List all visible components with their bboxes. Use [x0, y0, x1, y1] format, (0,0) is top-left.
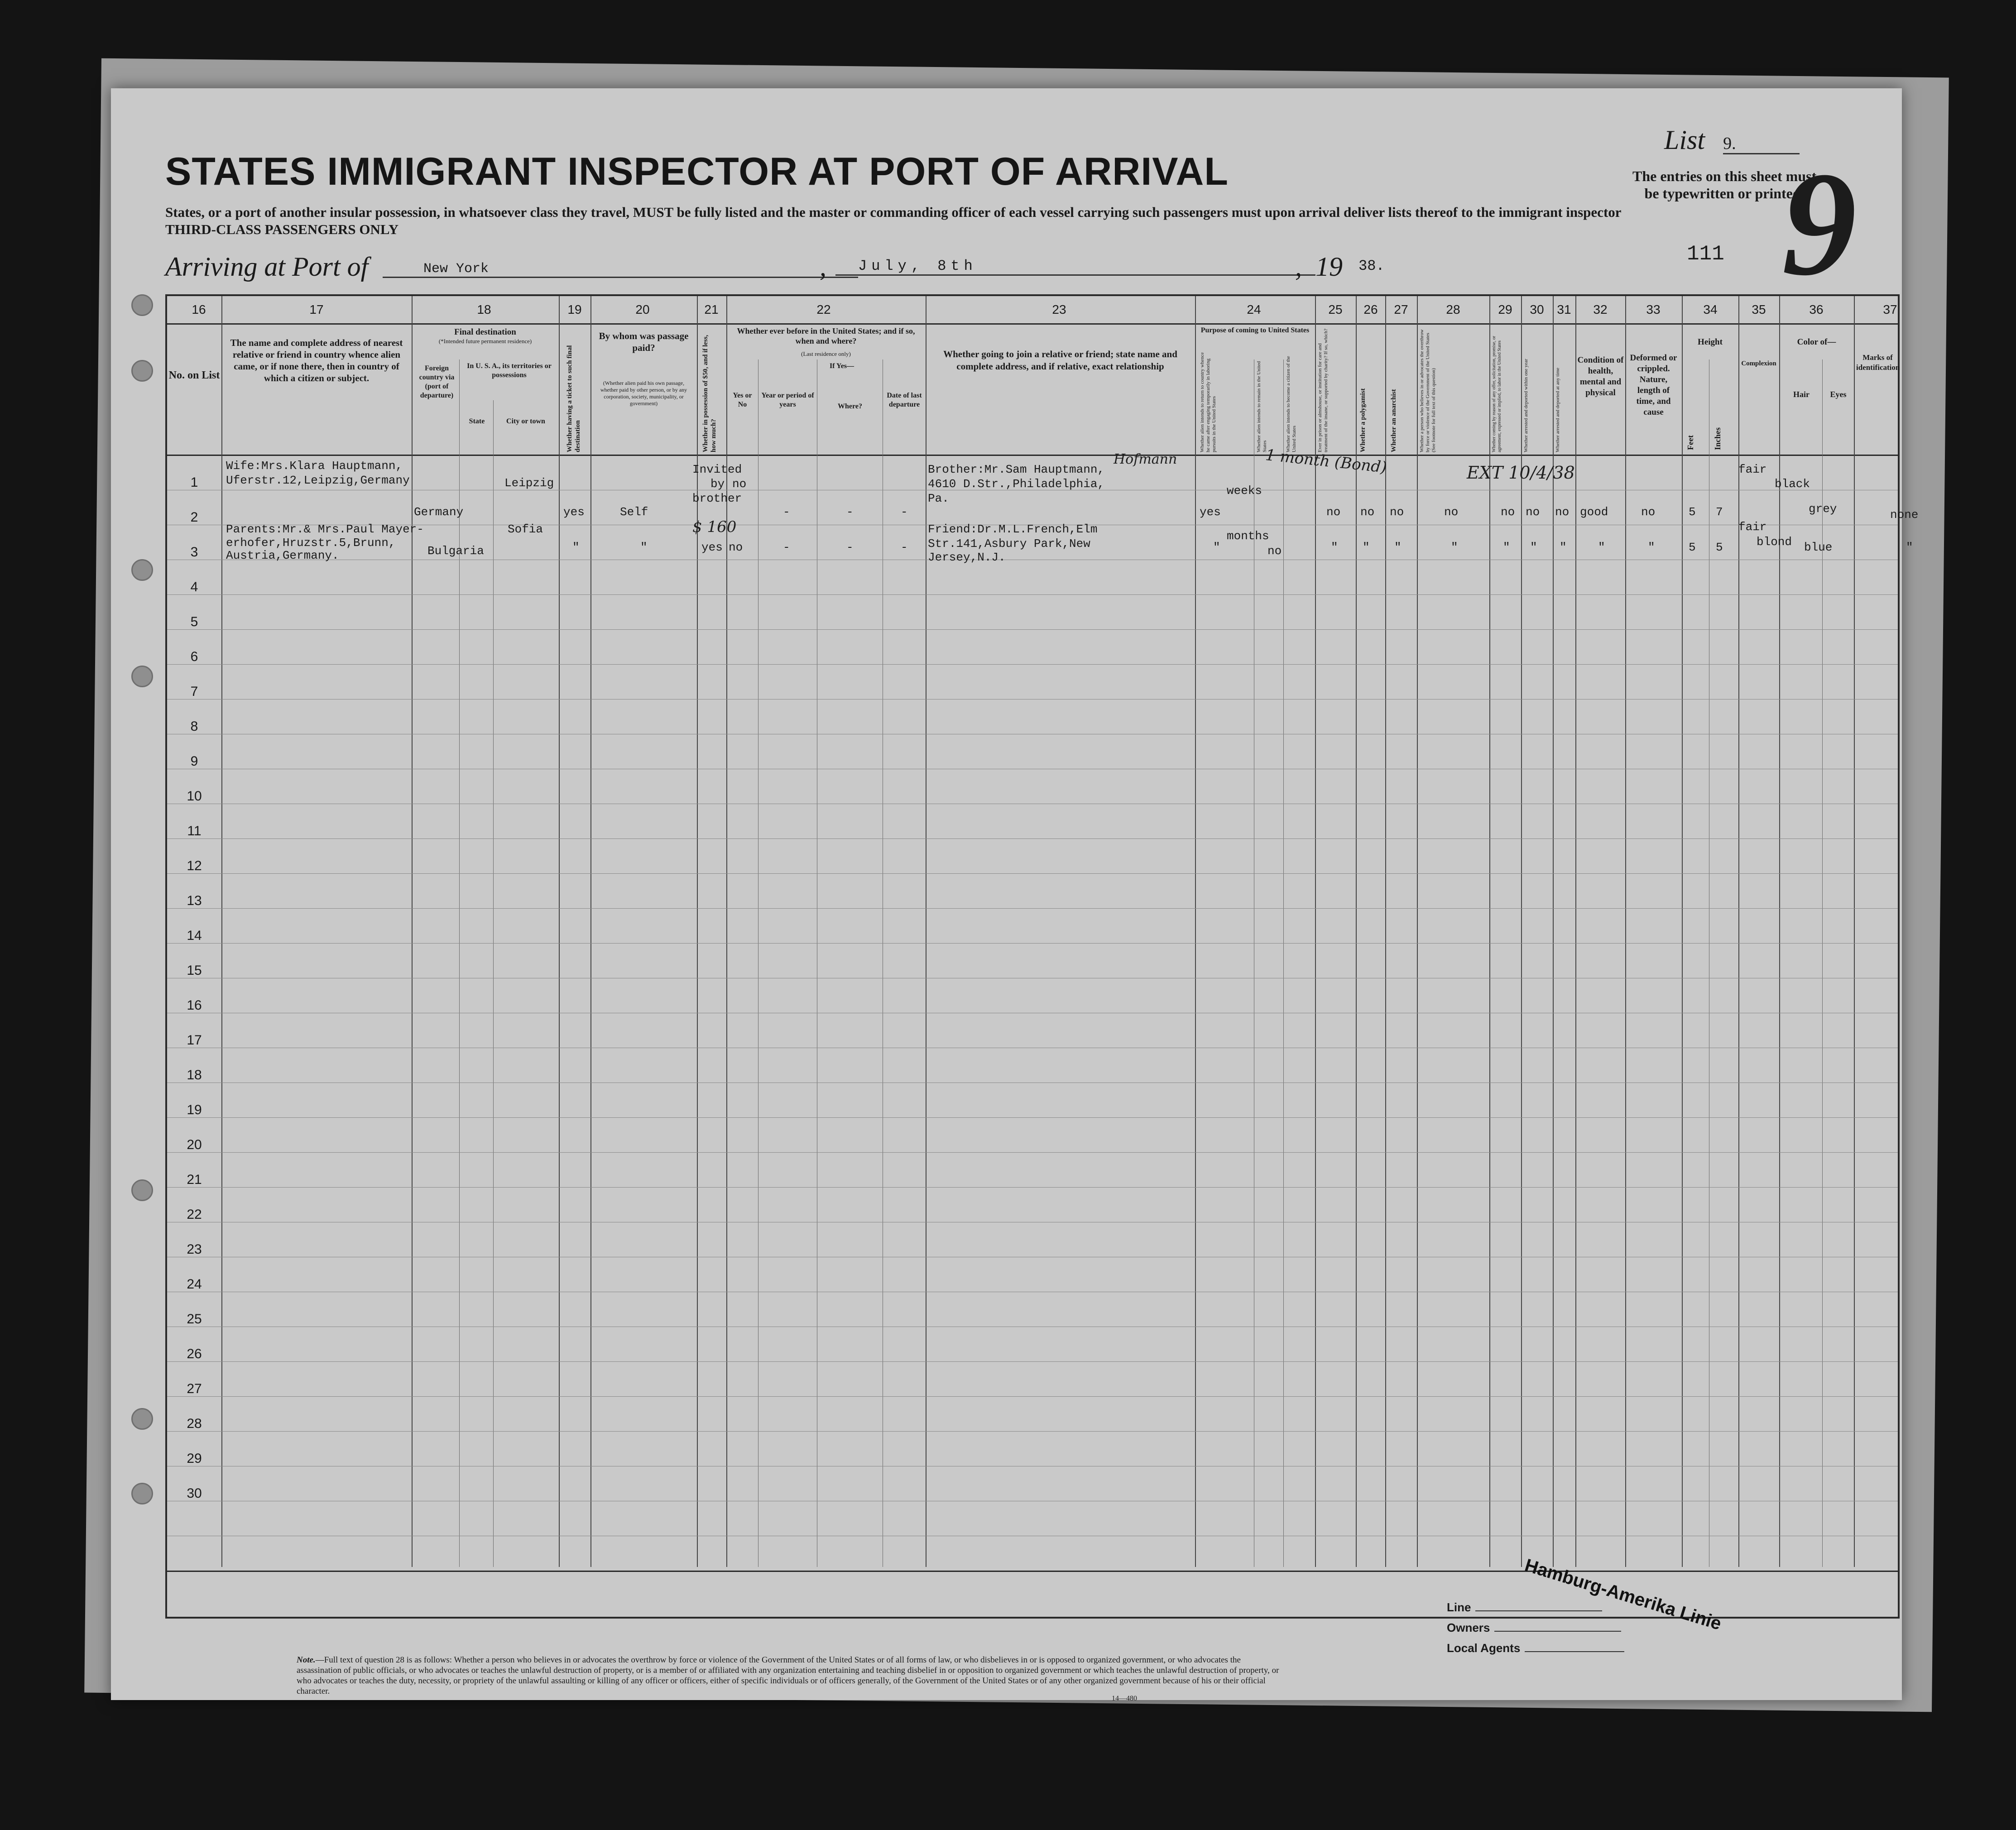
entry2-join-line2: Str.141,Asbury Park,New [928, 537, 1090, 551]
entry2-anarchist: " [1394, 541, 1402, 554]
column-number: 30 [1530, 302, 1544, 316]
row-number: 3 [190, 545, 198, 560]
header-ticket: Whether having a ticket to such final destination [566, 345, 581, 452]
entry1-relative-line2: Uferstr.12,Leipzig,Germany [226, 474, 410, 487]
header-nearest-relative: The name and complete address of nearest relative or friend in country whence alien came, or if none there, then in country of which a citizen or subject. [230, 337, 403, 383]
manifest-table [165, 294, 1919, 1619]
separator: , [1295, 252, 1302, 282]
entry2-money: yes [701, 541, 723, 554]
row-number: 1 [190, 475, 198, 490]
separator: , [820, 252, 826, 282]
entry2-purpose-no: no [1267, 544, 1282, 558]
subtitle-line-2: THIRD-CLASS PASSENGERS ONLY [165, 221, 399, 237]
entry1-date-dash: - [901, 505, 908, 519]
page-title: STATES IMMIGRANT INSPECTOR AT PORT OF ARRIVAL [165, 150, 1229, 193]
column-rule [1356, 296, 1357, 1567]
entry2-purpose-ditto: " [1213, 541, 1220, 554]
entry1-complexion: fair [1738, 463, 1767, 476]
row-number: 27 [187, 1381, 202, 1396]
row-number: 17 [187, 1033, 202, 1048]
row-rule [167, 1396, 1898, 1397]
entry2-join-line1: Friend:Dr.M.L.French,Elm [928, 522, 1098, 536]
entry2-where-dash: - [846, 541, 854, 554]
column-number: 33 [1646, 302, 1661, 316]
entry2-relative-line2: erhofer,Hruzstr.5,Brunn, [226, 536, 396, 550]
line-label: Line [1447, 1600, 1471, 1614]
row-number: 7 [190, 684, 198, 699]
entry1-health: good [1580, 505, 1608, 519]
header-marks: Marks of identification [1856, 353, 1900, 372]
sheet-mark: 9 [1782, 141, 1857, 307]
row-number: 26 [187, 1346, 202, 1361]
subtitle-line-1: States, or a port of another insular possession, in whatsoever class they travel, MUST be fully listed and the master or commanding officer of each vessel carrying such passengers must upon arrival deliver lists thereof to the immigrant inspector [165, 204, 1622, 220]
header-state: State [469, 417, 485, 425]
header-bottom-rule [167, 455, 1898, 456]
entry2-feet: 5 [1689, 541, 1696, 554]
entry1-handwritten-ext: EXT 10/4/38 [1467, 463, 1575, 483]
column-number: 32 [1593, 302, 1608, 316]
entry2-inches: 5 [1716, 541, 1723, 554]
entry1-passage: Self [620, 505, 648, 519]
column-rule [1521, 296, 1522, 1567]
header-join-relative: Whether going to join a relative or friend; state name and complete address, and if relative, exact relationship [943, 349, 1177, 372]
row-number: 4 [190, 580, 198, 594]
row-number: 14 [187, 928, 202, 943]
entry1-col31: no [1555, 505, 1570, 519]
entry2-deformed: " [1648, 541, 1655, 554]
entry2-relative-line1: Parents:Mr.& Mrs.Paul Mayer- [226, 522, 424, 536]
entry2-handwritten-money: $ 160 [692, 518, 737, 536]
shipping-line-stamp: Hamburg-Amerika Linie [1522, 1555, 1724, 1634]
form-number: 14—480 [1112, 1695, 1137, 1702]
column-rule [1682, 296, 1683, 1567]
binding-hole [131, 1408, 153, 1430]
row-number: 29 [187, 1451, 202, 1466]
arrival-date: July, 8th [835, 258, 1315, 276]
binding-hole [131, 1483, 153, 1504]
column-rule [1854, 296, 1855, 1567]
entry2-passage: " [640, 541, 648, 554]
row-number: 6 [190, 649, 198, 664]
footnote-label: Note. [297, 1655, 316, 1665]
entry2-complexion: fair [1738, 520, 1767, 534]
entry2-col25: " [1331, 541, 1338, 554]
header-final-destination-note: (*Intended future permanent residence) [438, 338, 532, 345]
entry1-polygamist: no [1360, 505, 1375, 519]
column-number: 21 [704, 302, 719, 316]
column-rule [221, 296, 222, 1567]
header-yes-or-no: Yes or No [733, 392, 752, 408]
footnote-text: —Full text of question 28 is as follows: Whether a person who believes in or advocates the overthrow by force or violence of the Government of the United States or of all forms of law, or who disbelieves in or is opposed to organized government, or who advocates the assassination of public officials, or who advocates or teaches the unlawful destruction of property, or is a member of or affiliated with any organization entertaining and teaching disbelief in or opposition to organized government or which teaches the unlawful destruction of property, or who advocates or teaches the duty, necessity, or propriety of the unlawful assaulting or killing of any officer or officers, either of specific individuals or of officers generally, of the Government of the United States or of any other organized government because of his or their official character. [297, 1655, 1279, 1696]
header-purpose-a: Whether alien intends to return to country whence he came after engaging temporarily in laboring pursuits in the United States [1200, 352, 1217, 452]
owners-blank [1494, 1631, 1621, 1632]
entry1-city: Leipzig [504, 476, 554, 490]
column-rule [1385, 296, 1386, 1567]
entry1-col28: no [1444, 505, 1459, 519]
entries-note-line-2: be typewritten or printed. [1644, 185, 1805, 201]
column-number: 26 [1363, 302, 1378, 316]
row-number: 19 [187, 1102, 202, 1117]
column-number: 29 [1498, 302, 1512, 316]
stamp-number: 111 [1687, 242, 1724, 266]
column-rule [1283, 359, 1284, 1567]
row-rule [167, 1152, 1898, 1153]
entry2-relative-line3: Austria,Germany. [226, 549, 339, 562]
binding-hole [131, 559, 153, 581]
column-rule [1195, 296, 1196, 1567]
row-number: 23 [187, 1242, 202, 1257]
agents-blank [1525, 1651, 1624, 1652]
entry1-year-dash: - [783, 505, 790, 519]
entry2-col29: " [1503, 541, 1510, 554]
entry2-polygamist: " [1363, 541, 1370, 554]
port-of-arrival-row [165, 251, 1385, 287]
column-rule [559, 296, 560, 1567]
line-blank [1475, 1610, 1602, 1611]
row-number: 5 [190, 614, 198, 629]
row-number: 2 [190, 510, 198, 525]
entry1-marks: none [1890, 508, 1919, 522]
header-col28: Whether a person who believes in or advocates the overthrow by force or violence of the Government of the United States (See footnote for full text of this question) [1419, 329, 1436, 452]
header-color-of: Color of— [1797, 337, 1836, 347]
row-number: 8 [190, 719, 198, 734]
column-number: 36 [1809, 302, 1824, 316]
row-number: 21 [187, 1172, 202, 1187]
row-rule [167, 943, 1898, 944]
row-number: 15 [187, 963, 202, 978]
entry2-marks: " [1906, 541, 1913, 554]
row-number: 20 [187, 1137, 202, 1152]
column-number: 18 [477, 302, 491, 316]
header-passage-paid-note: (Whether alien paid his own passage, whether paid by other person, or by any corporation, society, municipality, or government) [600, 380, 687, 407]
entry1-where-dash: - [846, 505, 854, 519]
entry1-col25: no [1326, 505, 1341, 519]
header-city: City or town [506, 417, 545, 425]
header-no-on-list: No. on List [168, 369, 220, 381]
column-rule [590, 296, 591, 1567]
header-purpose-b: Whether alien intends to remain in the United States [1256, 361, 1267, 452]
row-rule [167, 908, 1898, 909]
entry2-col30: " [1530, 541, 1537, 554]
port-label: Arriving at Port of [165, 252, 369, 282]
column-number: 24 [1247, 302, 1261, 316]
row-rule [167, 664, 1898, 665]
column-rule [1625, 296, 1626, 1567]
header-col31: Whether arrested and deported at any time [1555, 368, 1560, 452]
table-bottom-rule [167, 1571, 1898, 1572]
column-number: 19 [567, 302, 582, 316]
list-label: List [1664, 125, 1705, 155]
entry1-deformed: no [1641, 505, 1656, 519]
agents-label: Local Agents [1447, 1641, 1521, 1655]
column-number: 25 [1328, 302, 1343, 316]
column-rule [1575, 296, 1576, 1567]
header-ever-before: Whether ever before in the United States; and if so, when and where? [737, 326, 915, 345]
owners-label: Owners [1447, 1621, 1490, 1634]
entry2-ticket: " [572, 541, 580, 554]
header-passage-paid: By whom was passage paid? [599, 331, 689, 353]
entry1-eyes: grey [1809, 502, 1837, 516]
entry2-year-dash: - [783, 541, 790, 554]
entry1-handwritten-purpose: 1 month (Bond) [1264, 446, 1388, 477]
header-in-usa: In U. S. A., its territories or possessions [467, 362, 552, 379]
entry1-join-line3: Pa. [928, 492, 949, 505]
year-suffix: 38. [1358, 258, 1385, 274]
entry2-ever-before: no [729, 541, 743, 554]
list-number-line [1664, 125, 1800, 156]
entry1-money-line1: Invited [692, 463, 742, 476]
header-final-destination: Final destination [454, 327, 516, 337]
header-col25: Ever in prison or almshouse, or institution for care and treatment of the insane, or supported by charity? If so, which? [1317, 328, 1329, 452]
header-foreign-country: Foreign country via (port of departure) [419, 364, 455, 399]
entry1-col30: no [1526, 505, 1540, 519]
column-rule [697, 296, 698, 1567]
entry2-country: Bulgaria [427, 544, 484, 558]
column-number: 17 [309, 302, 324, 316]
row-number: 12 [187, 858, 202, 873]
entry1-join-line1: Brother:Mr.Sam Hauptmann, [928, 463, 1105, 476]
header-hair: Hair [1793, 390, 1810, 399]
entry2-purpose-months: months [1227, 529, 1269, 543]
row-rule [167, 629, 1898, 630]
entry1-anarchist: no [1390, 505, 1404, 519]
binding-hole [131, 294, 153, 316]
header-if-yes: If Yes— [829, 362, 854, 370]
entry1-purpose: yes [1200, 505, 1221, 519]
column-rule [493, 400, 494, 1567]
column-rule [1417, 296, 1418, 1567]
header-eyes: Eyes [1830, 390, 1847, 399]
year-prefix: 19 [1315, 252, 1343, 282]
column-number: 22 [816, 302, 831, 316]
entry1-feet: 5 [1689, 505, 1696, 519]
header-health: Condition of health, mental and physical [1577, 355, 1624, 398]
entry1-handwritten-name: Hofmann [1114, 451, 1177, 467]
entry1-inches: 7 [1716, 505, 1723, 519]
column-rule [412, 296, 413, 1567]
row-number: 25 [187, 1312, 202, 1327]
header-date-departure: Date of last departure [887, 392, 922, 408]
row-number: 24 [187, 1277, 202, 1292]
entry2-hair: blond [1757, 535, 1792, 549]
column-number: 27 [1394, 302, 1408, 316]
line-field [1447, 1600, 1602, 1614]
column-rule [1738, 296, 1739, 1567]
row-number: 16 [187, 998, 202, 1013]
row-number: 10 [187, 789, 202, 804]
row-rule [167, 838, 1898, 839]
header-where: Where? [838, 402, 862, 410]
entry2-health: " [1598, 541, 1605, 554]
entry1-relative-line1: Wife:Mrs.Klara Hauptmann, [226, 459, 403, 473]
header-inches: Inches [1713, 427, 1722, 450]
header-divider [167, 323, 1898, 325]
entry1-country: Germany [414, 505, 464, 519]
header-year-period: Year or period of years [761, 392, 814, 408]
column-number: 23 [1052, 302, 1066, 316]
header-anarchist: Whether an anarchist [1390, 389, 1397, 452]
row-rule [167, 1117, 1898, 1118]
port-value: New York [383, 261, 858, 278]
header-deformed: Deformed or crippled. Nature, length of time, and cause [1630, 353, 1677, 417]
binding-hole [131, 360, 153, 382]
row-rule [167, 1361, 1898, 1362]
row-rule [167, 594, 1898, 595]
entry2-city: Sofia [508, 522, 543, 536]
entry1-purpose-weeks: weeks [1227, 484, 1262, 498]
row-rule [167, 1431, 1898, 1432]
row-number: 13 [187, 893, 202, 908]
column-rule [459, 359, 460, 1567]
column-rule [1315, 296, 1316, 1567]
header-purpose: Purpose of coming to United States [1200, 326, 1310, 334]
column-number: 28 [1446, 302, 1460, 316]
agents-field [1447, 1641, 1624, 1655]
entry1-join-line2: 4610 D.Str.,Philadelphia, [928, 477, 1105, 491]
header-height: Height [1698, 337, 1723, 347]
footnote [297, 1655, 1284, 1696]
subtitle [165, 204, 1622, 238]
header-complexion: Complexion [1741, 360, 1776, 367]
column-number: 35 [1752, 302, 1766, 316]
entry1-hair: black [1775, 477, 1810, 491]
row-rule [167, 1187, 1898, 1188]
row-number: 18 [187, 1068, 202, 1083]
entry1-ever-before: no [732, 477, 747, 491]
column-number: 16 [192, 302, 206, 316]
row-number: 9 [190, 754, 198, 769]
header-col29: Whether coming by reason of any offer, solicitation, promise, or agreement, expressed or implied, to labor in the United States [1492, 335, 1502, 452]
entries-note-line-1: The entries on this sheet must [1632, 168, 1817, 184]
column-number: 34 [1703, 302, 1718, 316]
entry1-col29: no [1501, 505, 1515, 519]
column-number: 37 [1883, 302, 1897, 316]
header-ever-before-note: (Last residence only) [801, 350, 851, 357]
header-purpose-c: Whether alien intends to become a citizen of the United States [1286, 356, 1297, 452]
entry2-eyes: blue [1804, 541, 1833, 554]
binding-hole [131, 1179, 153, 1201]
entry2-date-dash: - [901, 541, 908, 554]
column-rule [726, 296, 727, 1567]
row-number: 11 [187, 824, 202, 838]
entry1-ticket: yes [563, 505, 585, 519]
entry2-join-line3: Jersey,N.J. [928, 551, 1006, 564]
list-number: 9. [1723, 134, 1800, 154]
column-rule [1489, 296, 1490, 1567]
entry2-col28: " [1451, 541, 1458, 554]
row-number: 30 [187, 1486, 202, 1501]
manifest-sheet [111, 88, 1919, 1702]
entry1-money-line3: brother [692, 492, 742, 505]
column-rule [1553, 296, 1554, 1567]
header-feet: Feet [1686, 435, 1695, 450]
binding-hole [131, 666, 153, 687]
column-number: 20 [635, 302, 650, 316]
header-money: Whether in possession of $50, and if less, how much? [702, 335, 717, 452]
entry2-col31: " [1560, 541, 1567, 554]
header-col30: Whether arrested and deported within one year [1523, 359, 1529, 452]
column-number: 31 [1557, 302, 1571, 316]
row-rule [167, 873, 1898, 874]
row-number: 22 [187, 1207, 202, 1222]
entry1-money-line2: by [710, 477, 725, 491]
owners-field [1447, 1621, 1621, 1635]
row-number: 28 [187, 1416, 202, 1431]
header-polygamist: Whether a polygamist [1359, 388, 1367, 452]
